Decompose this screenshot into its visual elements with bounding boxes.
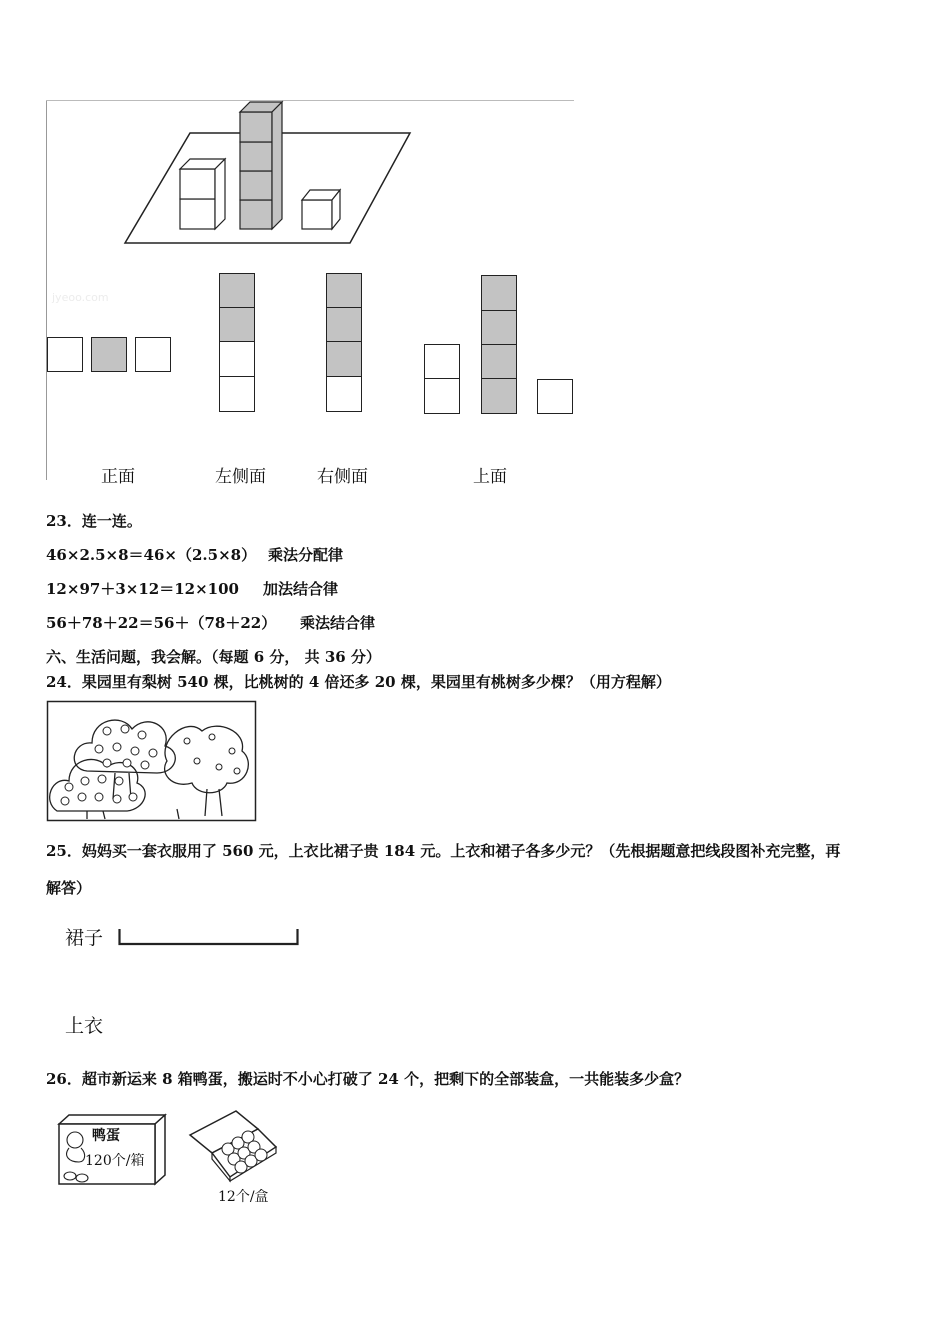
left-view-square bbox=[219, 273, 255, 308]
left-view-square bbox=[219, 376, 255, 412]
q23-law-2[interactable]: 加法结合律 bbox=[263, 580, 339, 598]
right-view-square bbox=[326, 376, 362, 412]
front-view-square bbox=[47, 337, 83, 372]
label-top: 上面 bbox=[473, 467, 507, 487]
front-view-square bbox=[135, 337, 171, 372]
label-front: 正面 bbox=[101, 467, 135, 487]
q25-text-line-2: 解答） bbox=[46, 879, 92, 897]
q23-law-1[interactable]: 乘法分配律 bbox=[268, 546, 344, 564]
segment-label-skirt: 裙子 bbox=[65, 927, 104, 949]
q25-text-line-1: 25．妈妈买一套衣服用了 560 元，上衣比裙子贵 184 元。上衣和裙子各多少元？（先根据题意把线段图补充完整，再 bbox=[46, 842, 841, 860]
q23-expr-3: 56＋78＋22＝56＋（78＋22） bbox=[46, 614, 277, 632]
label-left: 左侧面 bbox=[215, 467, 266, 487]
top-view-square bbox=[424, 344, 460, 379]
figure-frame-left bbox=[46, 100, 47, 480]
egg-crate-title: 鸭蛋 bbox=[92, 1128, 120, 1144]
egg-crate-drawing bbox=[55, 1112, 167, 1186]
left-view-square bbox=[219, 307, 255, 342]
section-6-heading: 六、生活问题，我会解。（每题 6 分， 共 36 分） bbox=[46, 648, 381, 666]
egg-carton-label: 12个/盒 bbox=[218, 1189, 269, 1205]
egg-crate-label: 120个/箱 bbox=[85, 1153, 145, 1169]
top-view-square bbox=[481, 344, 517, 379]
watermark: jyeoo.com bbox=[52, 291, 109, 304]
q24-text: 24．果园里有梨树 540 棵，比桃树的 4 倍还多 20 棵，果园里有桃树多少棵？（用方程解） bbox=[46, 673, 671, 691]
q23-law-3[interactable]: 乘法结合律 bbox=[300, 614, 376, 632]
top-view-square bbox=[481, 378, 517, 414]
right-view-square bbox=[326, 341, 362, 377]
right-view-square bbox=[326, 307, 362, 342]
q23-expr-1: 46×2.5×8＝46×（2.5×8） bbox=[46, 546, 257, 564]
right-view-square bbox=[326, 273, 362, 308]
q26-text: 26．超市新运来 8 箱鸭蛋，搬运时不小心打破了 24 个，把剩下的全部装盒，一共能装多少盒？ bbox=[46, 1070, 690, 1088]
top-view-square bbox=[424, 378, 460, 414]
egg-carton-drawing bbox=[186, 1107, 278, 1182]
skirt-segment[interactable] bbox=[118, 927, 300, 947]
top-view-square bbox=[537, 379, 573, 414]
label-right: 右侧面 bbox=[317, 467, 368, 487]
cube-stack-3d bbox=[120, 98, 415, 248]
top-view-square bbox=[481, 275, 517, 311]
top-view-square bbox=[481, 310, 517, 345]
front-view-square bbox=[91, 337, 127, 372]
left-view-square bbox=[219, 341, 255, 377]
q23-expr-2: 12×97＋3×12＝12×100 bbox=[46, 580, 239, 598]
q23-title: 23．连一连。 bbox=[46, 512, 142, 530]
segment-label-top: 上衣 bbox=[65, 1015, 104, 1037]
orchard-illustration bbox=[47, 701, 256, 821]
